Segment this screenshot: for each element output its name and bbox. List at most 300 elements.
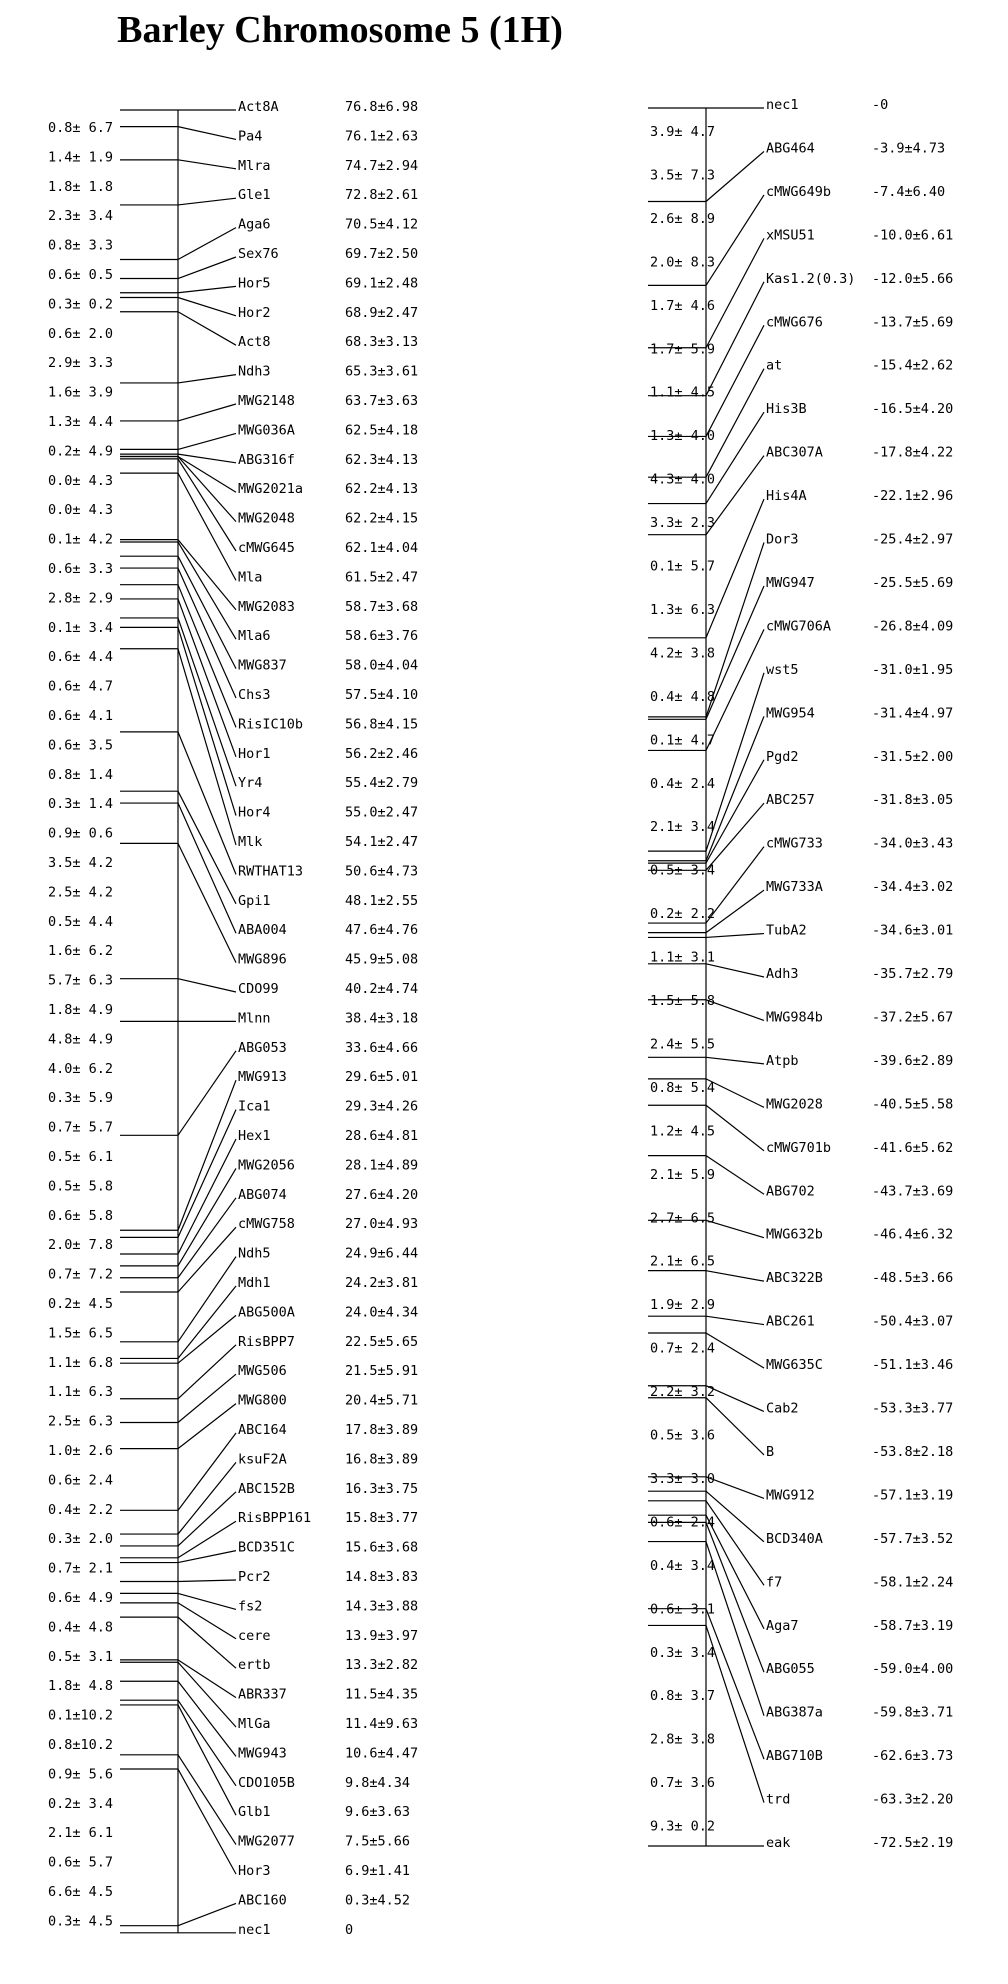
locus-connector xyxy=(178,198,236,205)
locus-position: -34.6±3.01 xyxy=(872,922,954,939)
locus-position: -13.7±5.69 xyxy=(872,314,954,331)
interval-distance: 3.5± 4.2 xyxy=(48,855,114,871)
locus-name: Aga6 xyxy=(238,216,271,233)
interval-distance: 1.4± 1.9 xyxy=(48,149,114,166)
interval-distance: 2.2± 3.2 xyxy=(650,1384,716,1401)
locus-position: 6.9±1.41 xyxy=(345,1863,411,1879)
locus-position: 29.3±4.26 xyxy=(345,1098,419,1115)
locus-name: MWG036A xyxy=(238,422,295,439)
locus-name: MWG2028 xyxy=(766,1096,823,1113)
locus-name: ABG500A xyxy=(238,1304,295,1321)
locus-name: MWG800 xyxy=(238,1392,287,1409)
locus-connector xyxy=(178,1492,236,1546)
interval-distance: 0.4± 4.8 xyxy=(48,1619,114,1636)
locus-position: 27.6±4.20 xyxy=(345,1186,419,1203)
locus-position: 10.6±4.47 xyxy=(345,1745,419,1762)
locus-connector xyxy=(178,1580,236,1582)
interval-distance: 0.0± 4.3 xyxy=(48,472,114,489)
interval-distance: 6.6± 4.5 xyxy=(48,1884,114,1900)
interval-distance: 0.8± 3.3 xyxy=(48,237,114,254)
locus-position: -34.4±3.02 xyxy=(872,879,954,896)
interval-distance: 0.6± 2.4 xyxy=(650,1514,716,1531)
interval-distance: 3.3± 3.0 xyxy=(650,1470,716,1487)
locus-name: Act8A xyxy=(238,99,279,115)
locus-position: 17.8±3.89 xyxy=(345,1422,419,1438)
interval-distance: 0.6± 4.7 xyxy=(48,678,114,695)
interval-distance: 0.9± 0.6 xyxy=(48,825,114,842)
locus-position: 62.2±4.15 xyxy=(345,510,419,527)
locus-connector xyxy=(178,433,236,449)
interval-distance: 0.3± 5.9 xyxy=(48,1090,114,1107)
locus-name: ABG053 xyxy=(238,1039,287,1056)
locus-connector xyxy=(178,1051,236,1136)
locus-connector xyxy=(178,1903,236,1925)
locus-position: 62.5±4.18 xyxy=(345,422,419,439)
interval-distance: 1.8± 4.8 xyxy=(48,1678,114,1695)
interval-distance: 1.8± 4.9 xyxy=(48,1002,114,1018)
interval-distance: 0.8± 5.4 xyxy=(650,1079,716,1096)
locus-name: ABG710B xyxy=(766,1748,823,1765)
interval-distance: 0.1±10.2 xyxy=(48,1707,114,1724)
locus-position: 0 xyxy=(345,1921,354,1938)
locus-position: 14.8±3.83 xyxy=(345,1569,419,1585)
locus-position: 58.0±4.04 xyxy=(345,657,419,674)
locus-connector xyxy=(706,1057,764,1064)
locus-name: CDO105B xyxy=(238,1774,295,1791)
interval-distance: 0.4± 2.2 xyxy=(48,1501,114,1518)
locus-connector xyxy=(178,791,236,904)
interval-distance: 0.6± 3.3 xyxy=(48,561,114,577)
locus-position: -31.5±2.00 xyxy=(872,748,954,765)
interval-distance: 2.1± 3.4 xyxy=(650,819,716,836)
locus-name: cMWG758 xyxy=(238,1216,295,1233)
locus-name: Glb1 xyxy=(238,1804,271,1821)
locus-name: cMWG649b xyxy=(766,183,832,200)
locus-position: -53.8±2.18 xyxy=(872,1443,954,1460)
interval-distance: 0.5± 3.1 xyxy=(48,1648,114,1665)
locus-name: f7 xyxy=(766,1574,783,1591)
locus-name: MWG2021a xyxy=(238,481,304,498)
locus-name: Yr4 xyxy=(238,775,263,792)
interval-distance: 1.7± 4.6 xyxy=(650,297,716,314)
locus-name: fs2 xyxy=(238,1598,263,1615)
locus-connector xyxy=(706,934,764,938)
locus-position: 24.9±6.44 xyxy=(345,1245,419,1262)
locus-position: 55.4±2.79 xyxy=(345,775,419,792)
interval-distance: 2.0± 7.8 xyxy=(48,1237,114,1254)
locus-position: -58.1±2.24 xyxy=(872,1574,954,1591)
locus-position: -25.5±5.69 xyxy=(872,574,954,591)
locus-position: -63.3±2.20 xyxy=(872,1791,954,1808)
interval-distance: 0.1± 3.4 xyxy=(48,619,114,636)
locus-position: 28.1±4.89 xyxy=(345,1157,419,1174)
locus-position: 45.9±5.08 xyxy=(345,951,419,968)
locus-position: 16.8±3.89 xyxy=(345,1451,419,1468)
interval-distance: 1.1± 6.3 xyxy=(48,1384,114,1401)
locus-name: Ndh5 xyxy=(238,1245,271,1262)
interval-distance: 0.2± 2.2 xyxy=(650,906,716,923)
locus-connector xyxy=(178,979,236,992)
locus-name: CDO99 xyxy=(238,981,279,997)
locus-position: -22.1±2.96 xyxy=(872,488,954,505)
locus-position: -10.0±6.61 xyxy=(872,227,954,244)
locus-position: -51.1±3.46 xyxy=(872,1357,954,1374)
locus-name: nec1 xyxy=(766,97,799,113)
interval-distance: 0.3± 0.2 xyxy=(48,296,114,313)
interval-distance: 0.0± 4.3 xyxy=(48,502,114,519)
locus-connector xyxy=(706,412,764,503)
locus-position: 56.2±2.46 xyxy=(345,745,419,762)
locus-name: ABC160 xyxy=(238,1892,287,1909)
locus-name: Cab2 xyxy=(766,1400,799,1417)
locus-position: 22.5±5.65 xyxy=(345,1333,419,1350)
interval-distance: 1.9± 2.9 xyxy=(650,1297,716,1314)
locus-name: ABG387a xyxy=(766,1704,823,1721)
interval-distance: 1.3± 4.4 xyxy=(48,414,114,430)
locus-position: 24.0±4.34 xyxy=(345,1304,419,1321)
interval-distance: 0.4± 2.4 xyxy=(650,775,716,792)
locus-position: 62.2±4.13 xyxy=(345,481,419,498)
interval-distance: 0.6± 4.1 xyxy=(48,708,114,724)
locus-connector xyxy=(178,312,236,345)
locus-connector xyxy=(178,459,236,551)
locus-position: 7.5±5.66 xyxy=(345,1833,411,1850)
locus-position: -15.4±2.62 xyxy=(872,357,954,374)
locus-name: Act8 xyxy=(238,334,271,351)
locus-name: MWG943 xyxy=(238,1745,287,1762)
locus-name: His4A xyxy=(766,488,807,505)
locus-position: -58.7±3.19 xyxy=(872,1617,954,1634)
locus-name: Dor3 xyxy=(766,531,799,548)
locus-connector xyxy=(178,1662,236,1727)
interval-distance: 2.5± 6.3 xyxy=(48,1413,114,1430)
locus-position: 28.6±4.81 xyxy=(345,1128,419,1144)
locus-position: 69.1±2.48 xyxy=(345,275,419,292)
interval-distance: 0.8± 1.4 xyxy=(48,766,114,783)
interval-distance: 2.8± 2.9 xyxy=(48,590,114,607)
locus-position: -41.6±5.62 xyxy=(872,1139,954,1156)
locus-connector xyxy=(178,1257,236,1342)
interval-distance: 3.9± 4.7 xyxy=(650,124,716,140)
interval-distance: 4.0± 6.2 xyxy=(48,1060,114,1077)
locus-name: Gle1 xyxy=(238,187,271,204)
locus-name: Gpi1 xyxy=(238,892,271,909)
locus-connector xyxy=(178,732,236,875)
locus-name: MWG912 xyxy=(766,1487,815,1504)
locus-connector xyxy=(178,404,236,421)
interval-distance: 1.1± 3.1 xyxy=(650,949,716,966)
locus-position: 14.3±3.88 xyxy=(345,1598,419,1615)
locus-name: ABG464 xyxy=(766,140,815,157)
locus-position: -59.0±4.00 xyxy=(872,1661,954,1678)
locus-connector xyxy=(178,1374,236,1422)
locus-name: RisBPP161 xyxy=(238,1510,312,1527)
locus-connector xyxy=(706,195,764,285)
locus-position: -25.4±2.97 xyxy=(872,531,954,548)
locus-position: -3.9±4.73 xyxy=(872,140,946,157)
interval-distance: 1.2± 4.5 xyxy=(650,1123,716,1140)
locus-position: 54.1±2.47 xyxy=(345,834,419,850)
interval-distance: 2.4± 5.5 xyxy=(650,1036,716,1053)
locus-connector xyxy=(178,1603,236,1639)
page-title: Barley Chromosome 5 (1H) xyxy=(117,9,563,51)
locus-position: 16.3±3.75 xyxy=(345,1480,419,1497)
locus-position: -35.7±2.79 xyxy=(872,966,954,982)
interval-distance: 0.3± 4.5 xyxy=(48,1913,114,1930)
left_panel xyxy=(48,99,418,1938)
interval-distance: 1.8± 1.8 xyxy=(48,178,114,195)
locus-name: Hor5 xyxy=(238,275,271,292)
locus-connector xyxy=(178,257,236,279)
interval-distance: 5.7± 6.3 xyxy=(48,972,114,989)
locus-name: cMWG701b xyxy=(766,1139,832,1156)
locus-name: Pcr2 xyxy=(238,1569,271,1585)
locus-name: Pa4 xyxy=(238,128,263,145)
interval-distance: 0.5± 3.4 xyxy=(650,862,716,879)
locus-position: 9.8±4.34 xyxy=(345,1774,411,1791)
locus-name: MWG896 xyxy=(238,951,287,968)
locus-position: 13.9±3.97 xyxy=(345,1627,419,1644)
locus-position: -31.4±4.97 xyxy=(872,705,954,722)
locus-position: -0 xyxy=(872,97,889,113)
locus-position: -31.0±1.95 xyxy=(872,661,954,678)
locus-position: 58.6±3.76 xyxy=(345,628,419,645)
interval-distance: 0.6± 5.7 xyxy=(48,1854,114,1871)
locus-position: 15.8±3.77 xyxy=(345,1510,419,1527)
interval-distance: 0.7± 5.7 xyxy=(48,1119,114,1136)
locus-position: -39.6±2.89 xyxy=(872,1052,954,1069)
locus-position: 47.6±4.76 xyxy=(345,922,419,939)
locus-position: 11.4±9.63 xyxy=(345,1716,419,1732)
locus-position: 76.8±6.98 xyxy=(345,99,419,115)
interval-distance: 0.7± 2.4 xyxy=(650,1340,716,1357)
locus-name: MWG632b xyxy=(766,1226,823,1243)
locus-connector xyxy=(706,964,764,977)
locus-connector xyxy=(178,1769,236,1874)
locus-name: cMWG733 xyxy=(766,835,823,852)
interval-distance: 0.3± 1.4 xyxy=(48,796,114,813)
interval-distance: 0.2± 4.5 xyxy=(48,1296,114,1312)
locus-position: 40.2±4.74 xyxy=(345,981,419,997)
locus-name: MWG837 xyxy=(238,657,287,674)
interval-distance: 1.1± 4.5 xyxy=(650,384,716,401)
locus-position: 38.4±3.18 xyxy=(345,1010,419,1027)
locus-name: Kas1.2(0.3) xyxy=(766,270,856,287)
interval-distance: 1.3± 4.0 xyxy=(650,428,716,445)
locus-name: ABC152B xyxy=(238,1480,295,1497)
locus-name: MWG2048 xyxy=(238,510,295,527)
locus-connector xyxy=(706,803,764,870)
locus-connector xyxy=(178,1345,236,1399)
interval-distance: 2.1± 5.9 xyxy=(650,1166,716,1183)
locus-name: RisBPP7 xyxy=(238,1333,295,1350)
right_panel xyxy=(648,97,953,1851)
locus-position: -57.7±3.52 xyxy=(872,1530,954,1547)
locus-name: trd xyxy=(766,1791,791,1808)
locus-name: at xyxy=(766,357,783,374)
interval-distance: 1.6± 3.9 xyxy=(48,384,114,401)
interval-distance: 2.9± 3.3 xyxy=(48,355,114,372)
locus-name: Mla6 xyxy=(238,628,271,645)
locus-position: 68.3±3.13 xyxy=(345,334,419,351)
locus-name: Mla xyxy=(238,569,263,586)
locus-name: nec1 xyxy=(238,1921,271,1938)
locus-position: -43.7±3.69 xyxy=(872,1183,954,1200)
locus-name: ABC307A xyxy=(766,444,823,461)
locus-position: -16.5±4.20 xyxy=(872,401,954,418)
locus-name: MWG947 xyxy=(766,574,815,591)
locus-name: ABC164 xyxy=(238,1422,287,1438)
locus-name: ABG316f xyxy=(238,451,295,468)
interval-distance: 2.8± 3.8 xyxy=(650,1731,716,1748)
locus-position: -31.8±3.05 xyxy=(872,792,954,809)
locus-position: -40.5±5.58 xyxy=(872,1096,954,1113)
locus-name: cere xyxy=(238,1627,271,1644)
locus-name: Hor1 xyxy=(238,745,271,762)
locus-position: -12.0±5.66 xyxy=(872,270,954,287)
locus-position: 13.3±2.82 xyxy=(345,1657,419,1674)
locus-position: 70.5±4.12 xyxy=(345,216,419,233)
locus-position: -26.8±4.09 xyxy=(872,618,954,635)
locus-connector xyxy=(178,542,236,639)
locus-name: Hor4 xyxy=(238,804,271,821)
locus-position: -50.4±3.07 xyxy=(872,1313,954,1330)
locus-name: MWG913 xyxy=(238,1069,287,1086)
locus-name: MWG954 xyxy=(766,705,815,722)
interval-distance: 2.7± 6.5 xyxy=(650,1210,716,1227)
interval-distance: 0.7± 2.1 xyxy=(48,1560,114,1577)
interval-distance: 1.5± 5.8 xyxy=(650,993,716,1009)
locus-position: -46.4±6.32 xyxy=(872,1226,954,1243)
locus-connector xyxy=(706,1271,764,1281)
locus-position: 72.8±2.61 xyxy=(345,187,419,204)
locus-position: 61.5±2.47 xyxy=(345,569,419,586)
interval-distance: 2.5± 4.2 xyxy=(48,884,114,901)
locus-name: MWG506 xyxy=(238,1363,287,1380)
locus-connector xyxy=(178,540,236,610)
locus-position: 55.0±2.47 xyxy=(345,804,419,821)
locus-name: Hor2 xyxy=(238,304,271,321)
interval-distance: 2.6± 8.9 xyxy=(650,210,716,227)
locus-name: BCD351C xyxy=(238,1539,295,1556)
locus-position: 48.1±2.55 xyxy=(345,892,419,909)
interval-distance: 0.6± 0.5 xyxy=(48,267,114,283)
locus-position: 56.8±4.15 xyxy=(345,716,419,733)
interval-distance: 0.5± 3.6 xyxy=(650,1427,716,1444)
locus-name: ABC257 xyxy=(766,792,815,809)
locus-name: Mdh1 xyxy=(238,1275,271,1291)
locus-position: 68.9±2.47 xyxy=(345,304,419,321)
locus-position: 20.4±5.71 xyxy=(345,1392,419,1409)
locus-name: MWG2083 xyxy=(238,598,295,615)
locus-name: TubA2 xyxy=(766,922,807,939)
locus-name: cMWG645 xyxy=(238,540,295,556)
interval-distance: 0.2± 4.9 xyxy=(48,443,114,460)
locus-name: ABC261 xyxy=(766,1313,815,1330)
locus-position: -57.1±3.19 xyxy=(872,1487,954,1504)
locus-name: Mlk xyxy=(238,834,263,850)
interval-distance: 0.5± 4.4 xyxy=(48,913,114,930)
interval-distance: 1.7± 5.9 xyxy=(650,341,716,358)
locus-name: MWG635C xyxy=(766,1357,823,1374)
interval-distance: 0.1± 4.2 xyxy=(48,531,114,548)
locus-position: -48.5±3.66 xyxy=(872,1270,954,1287)
locus-position: -53.3±3.77 xyxy=(872,1400,954,1417)
locus-connector xyxy=(178,1700,236,1786)
locus-position: 76.1±2.63 xyxy=(345,128,419,145)
locus-position: 69.7±2.50 xyxy=(345,246,419,262)
locus-name: ertb xyxy=(238,1657,271,1674)
locus-name: ABA004 xyxy=(238,922,287,939)
locus-name: ABG702 xyxy=(766,1183,815,1200)
locus-connector xyxy=(178,298,236,316)
interval-distance: 0.9± 5.6 xyxy=(48,1766,114,1783)
interval-distance: 0.3± 3.4 xyxy=(650,1644,716,1661)
locus-position: 11.5±4.35 xyxy=(345,1686,419,1703)
locus-connector xyxy=(178,843,236,962)
interval-distance: 0.3± 2.0 xyxy=(48,1531,114,1548)
interval-distance: 0.2± 3.4 xyxy=(48,1795,114,1812)
locus-name: cMWG706A xyxy=(766,618,832,635)
locus-name: Chs3 xyxy=(238,687,271,703)
locus-name: MWG2148 xyxy=(238,393,295,409)
interval-distance: 2.1± 6.5 xyxy=(650,1253,716,1270)
locus-position: 62.3±4.13 xyxy=(345,451,419,468)
interval-distance: 1.1± 6.8 xyxy=(48,1354,114,1371)
interval-distance: 2.0± 8.3 xyxy=(650,254,716,271)
interval-distance: 1.0± 2.6 xyxy=(48,1443,114,1459)
locus-name: wst5 xyxy=(766,661,799,678)
interval-distance: 3.3± 2.3 xyxy=(650,515,716,532)
interval-distance: 0.4± 4.8 xyxy=(650,688,716,705)
interval-distance: 0.1± 5.7 xyxy=(650,558,716,575)
locus-connector xyxy=(178,1404,236,1449)
locus-position: 62.1±4.04 xyxy=(345,540,419,556)
locus-position: -59.8±3.71 xyxy=(872,1704,954,1721)
locus-position: 29.6±5.01 xyxy=(345,1069,419,1086)
interval-distance: 9.3± 0.2 xyxy=(650,1818,716,1835)
locus-name: eak xyxy=(766,1835,791,1851)
locus-connector xyxy=(178,618,236,786)
locus-position: -17.8±4.22 xyxy=(872,444,954,461)
locus-connector xyxy=(178,1617,236,1668)
locus-name: MWG2056 xyxy=(238,1157,295,1174)
interval-distance: 2.3± 3.4 xyxy=(48,208,114,225)
locus-name: Mlra xyxy=(238,157,271,174)
interval-distance: 3.5± 7.3 xyxy=(650,167,716,184)
locus-name: B xyxy=(766,1443,775,1460)
interval-distance: 2.1± 6.1 xyxy=(48,1825,114,1842)
locus-name: MWG733A xyxy=(766,879,823,896)
locus-name: Pgd2 xyxy=(766,748,799,765)
interval-distance: 1.5± 6.5 xyxy=(48,1325,114,1342)
interval-distance: 0.6± 2.4 xyxy=(48,1472,114,1489)
locus-name: Aga7 xyxy=(766,1617,799,1634)
locus-position: 15.6±3.68 xyxy=(345,1539,419,1556)
locus-name: Adh3 xyxy=(766,966,799,982)
locus-name: Ndh3 xyxy=(238,363,271,380)
interval-distance: 0.5± 6.1 xyxy=(48,1149,114,1165)
interval-distance: 0.7± 3.6 xyxy=(650,1775,716,1792)
locus-position: 58.7±3.68 xyxy=(345,598,419,615)
locus-position: 24.2±3.81 xyxy=(345,1275,419,1291)
locus-name: xMSU51 xyxy=(766,227,815,244)
interval-distance: 0.6± 4.4 xyxy=(48,649,114,666)
locus-position: -34.0±3.43 xyxy=(872,835,954,852)
locus-name: MlGa xyxy=(238,1716,271,1732)
interval-distance: 4.8± 4.9 xyxy=(48,1031,114,1048)
locus-name: ABG074 xyxy=(238,1186,287,1203)
